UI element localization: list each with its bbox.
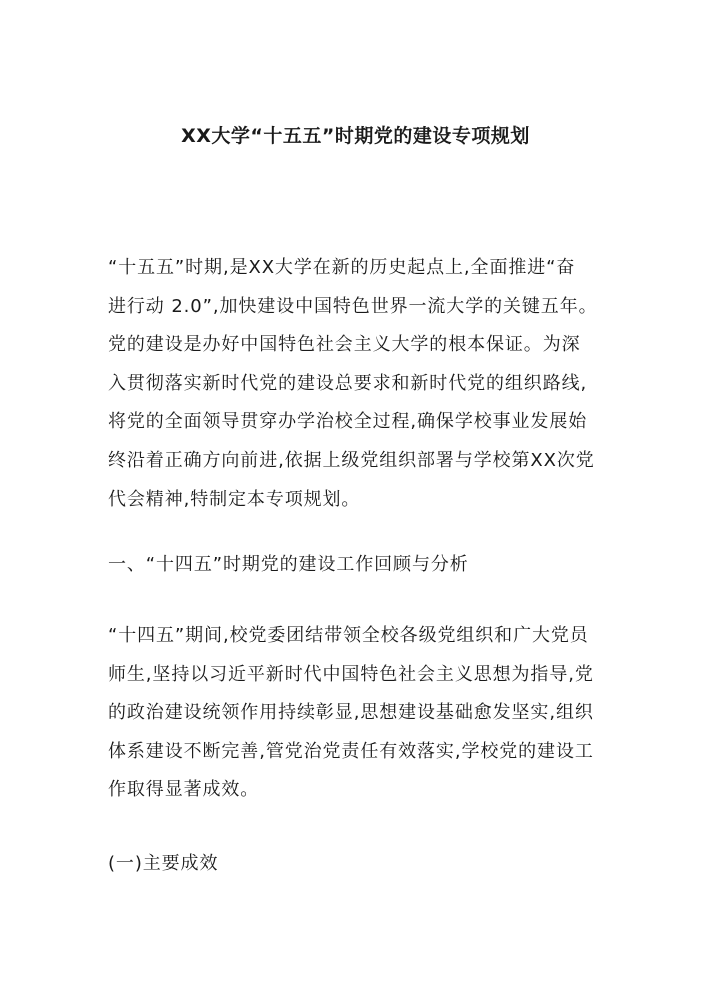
paragraph-line: 体系建设不断完善,管党治党责任有效落实,学校党的建设工 — [108, 740, 594, 762]
paragraph-line: 师生,坚持以习近平新时代中国特色社会主义思想为指导,党 — [108, 663, 594, 685]
paragraph-line: “十五五”时期,是XX大学在新的历史起点上,全面推进“奋 — [108, 257, 576, 278]
document-title: XX大学“十五五”时期党的建设专项规划 — [181, 125, 530, 147]
paragraph-line: 作取得显著成效。 — [108, 779, 260, 801]
section-1-heading: 一、“十四五”时期党的建设工作回顾与分析 — [108, 554, 469, 575]
paragraph-line: 党的建设是办好中国特色社会主义大学的根本保证。为深 — [108, 334, 581, 356]
intro-paragraph — [108, 249, 606, 519]
subsection-heading — [108, 845, 606, 884]
paragraph-line: 的政治建设统领作用持续彰显,思想建设基础愈发坚实,组织 — [108, 702, 594, 724]
paragraph-line: “十四五”期间,校党委团结带领全校各级党组织和广大党员 — [108, 625, 589, 646]
section-heading — [108, 546, 606, 585]
section-1-paragraph — [108, 617, 606, 810]
paragraph-line: 终沿着正确方向前进,依据上级党组织部署与学校第XX次党 — [108, 449, 595, 471]
paragraph-line: 代会精神,特制定本专项规划。 — [108, 488, 361, 510]
paragraph-line: 将党的全面领导贯穿办学治校全过程,确保学校事业发展始 — [108, 411, 588, 433]
subsection-1-heading: (一)主要成效 — [108, 853, 219, 874]
paragraph-line: 入贯彻落实新时代党的建设总要求和新时代党的组织路线, — [108, 372, 588, 394]
paragraph-line: 进行动 2.0”,加快建设中国特色世界一流大学的关键五年。 — [108, 295, 598, 317]
